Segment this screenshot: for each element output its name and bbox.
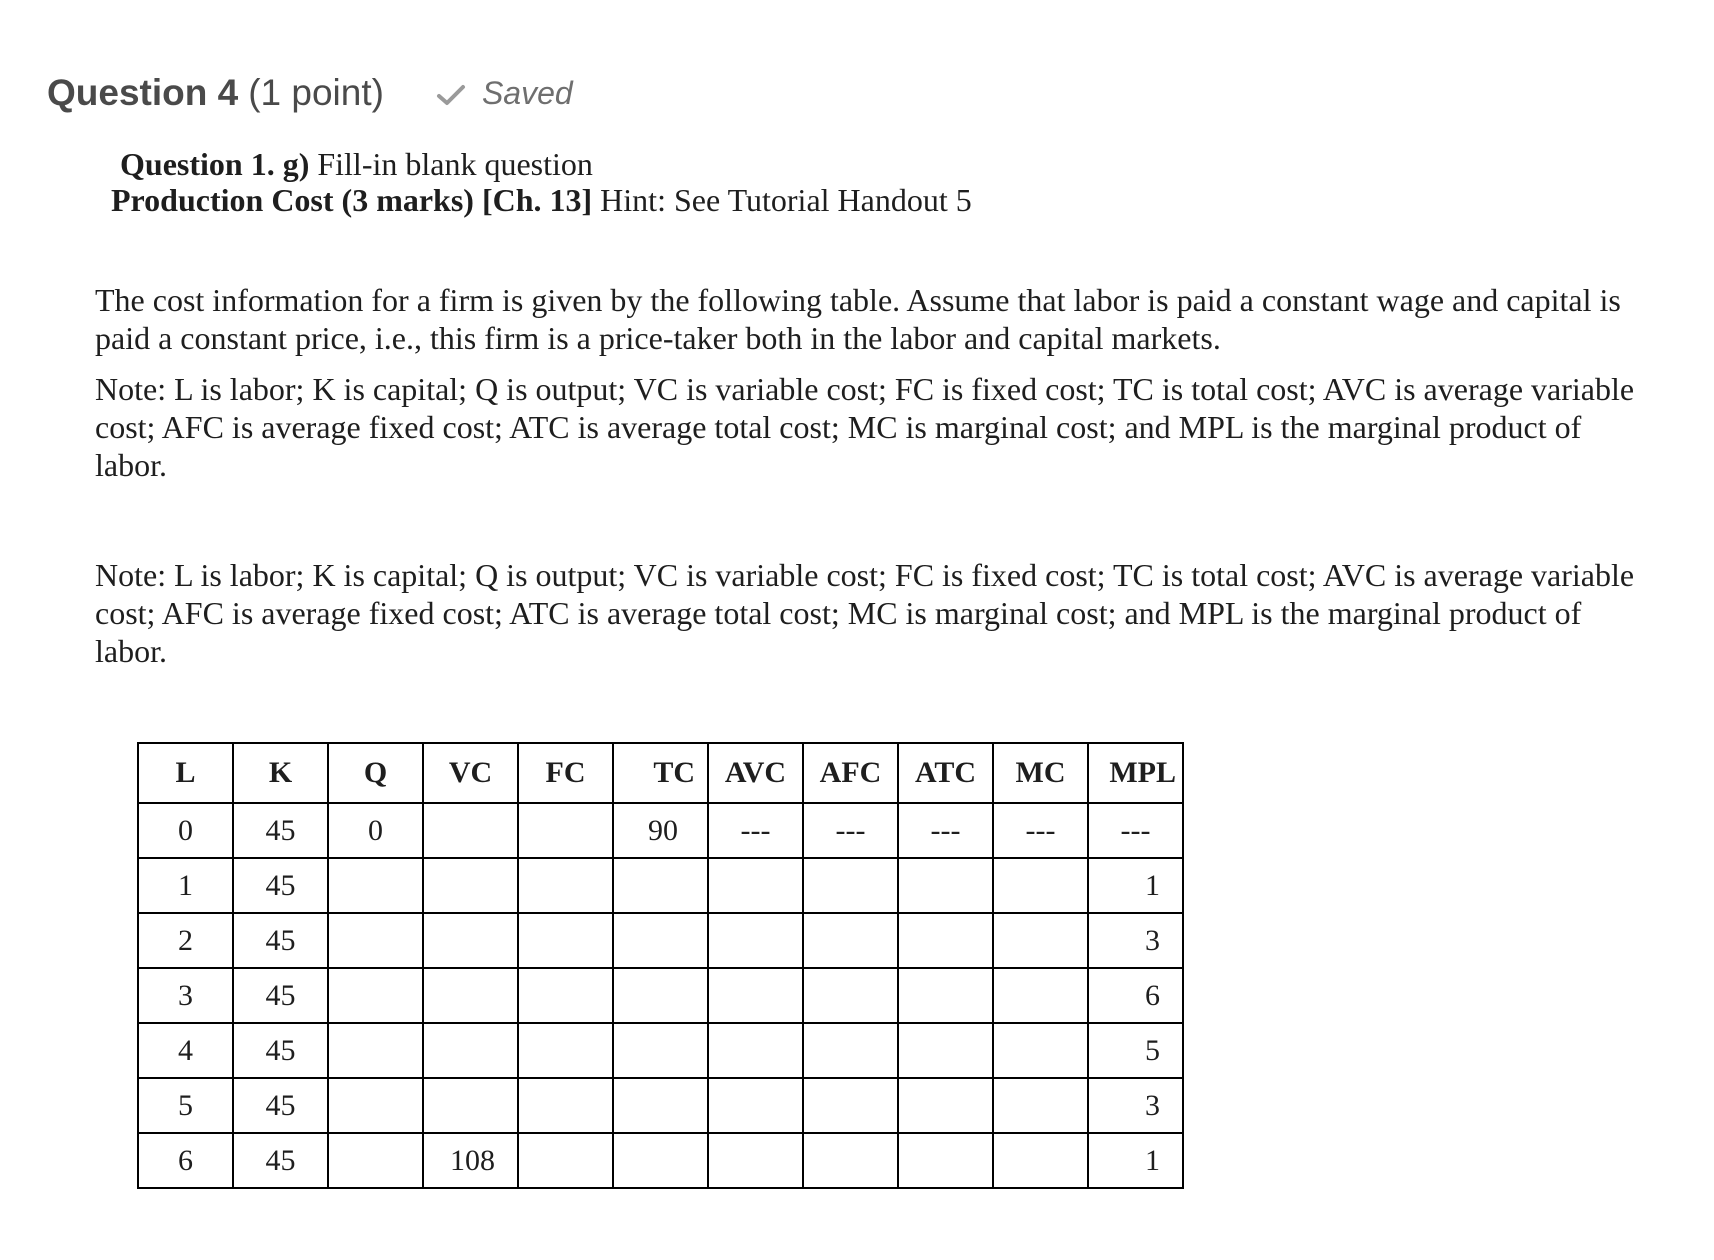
cell-l: 1	[138, 858, 233, 913]
cell-avc[interactable]	[708, 1023, 803, 1078]
question-number-label: Question 1. g)	[120, 146, 310, 182]
cell-afc[interactable]	[803, 1023, 898, 1078]
cell-k: 45	[233, 913, 328, 968]
question-topic	[111, 181, 972, 219]
header-afc: AFC	[803, 743, 898, 803]
cell-mpl: 3	[1088, 913, 1183, 968]
saved-label: Saved	[481, 74, 573, 111]
table-row	[138, 1023, 1183, 1078]
cell-fc[interactable]	[518, 1078, 613, 1133]
cell-vc[interactable]	[423, 803, 518, 858]
header-mc: MC	[993, 743, 1088, 803]
cell-vc: 108	[423, 1133, 518, 1188]
question-hint-label: Hint: See Tutorial Handout 5	[592, 182, 972, 218]
cell-mpl: ---	[1088, 803, 1183, 858]
saved-status	[436, 75, 573, 112]
cell-tc[interactable]	[613, 1078, 708, 1133]
cell-k: 45	[233, 1133, 328, 1188]
cell-tc[interactable]	[613, 1023, 708, 1078]
header-fc: FC	[518, 743, 613, 803]
cell-avc[interactable]	[708, 913, 803, 968]
table-row	[138, 858, 1183, 913]
cell-l: 2	[138, 913, 233, 968]
cell-fc[interactable]	[518, 968, 613, 1023]
cell-avc[interactable]	[708, 858, 803, 913]
question-type-label: Fill-in blank question	[309, 146, 593, 182]
cell-mpl: 3	[1088, 1078, 1183, 1133]
cell-mpl: 6	[1088, 968, 1183, 1023]
cell-atc[interactable]	[898, 1133, 993, 1188]
cost-table	[137, 742, 1184, 1189]
cell-atc: ---	[898, 803, 993, 858]
header-atc: ATC	[898, 743, 993, 803]
cell-l: 0	[138, 803, 233, 858]
cell-vc[interactable]	[423, 1023, 518, 1078]
cell-q[interactable]	[328, 968, 423, 1023]
cell-vc[interactable]	[423, 913, 518, 968]
cell-q[interactable]	[328, 913, 423, 968]
header-avc: AVC	[708, 743, 803, 803]
cell-l: 6	[138, 1133, 233, 1188]
question-subtitle	[120, 145, 593, 183]
cell-mc[interactable]	[993, 1133, 1088, 1188]
cell-mc[interactable]	[993, 913, 1088, 968]
cell-q[interactable]	[328, 1133, 423, 1188]
cell-q[interactable]	[328, 858, 423, 913]
question-header	[47, 72, 573, 114]
cell-avc: ---	[708, 803, 803, 858]
cell-fc[interactable]	[518, 1023, 613, 1078]
cell-avc[interactable]	[708, 1133, 803, 1188]
cell-mc: ---	[993, 803, 1088, 858]
header-k: K	[233, 743, 328, 803]
cell-afc[interactable]	[803, 1133, 898, 1188]
question-points: (1 point)	[248, 72, 384, 113]
cell-atc[interactable]	[898, 1078, 993, 1133]
question-topic-label: Production Cost (3 marks) [Ch. 13]	[111, 182, 593, 218]
cell-vc[interactable]	[423, 1078, 518, 1133]
cell-mc[interactable]	[993, 858, 1088, 913]
table-header-row	[138, 743, 1183, 803]
table-row	[138, 968, 1183, 1023]
cell-vc[interactable]	[423, 968, 518, 1023]
note-paragraph-1: Note: L is labor; K is capital; Q is output; VC is variable cost; FC is fixed cost; TC is total cost; AVC is average variable cost; AFC is average fixed cost; ATC is average total cost; MC is marginal cost; and MPL is the marginal product of labor.	[95, 371, 1635, 483]
cell-mc[interactable]	[993, 1078, 1088, 1133]
cell-fc[interactable]	[518, 803, 613, 858]
cell-fc[interactable]	[518, 858, 613, 913]
header-l: L	[138, 743, 233, 803]
cell-q[interactable]	[328, 1023, 423, 1078]
checkmark-icon	[436, 83, 466, 107]
cell-tc: 90	[613, 803, 708, 858]
cell-fc[interactable]	[518, 913, 613, 968]
cell-k: 45	[233, 858, 328, 913]
cell-mpl: 1	[1088, 858, 1183, 913]
cell-atc[interactable]	[898, 913, 993, 968]
cell-afc[interactable]	[803, 968, 898, 1023]
cell-mc[interactable]	[993, 1023, 1088, 1078]
cell-vc[interactable]	[423, 858, 518, 913]
cell-tc[interactable]	[613, 913, 708, 968]
cell-afc[interactable]	[803, 1078, 898, 1133]
cell-q: 0	[328, 803, 423, 858]
cell-q[interactable]	[328, 1078, 423, 1133]
cell-l: 4	[138, 1023, 233, 1078]
cell-afc[interactable]	[803, 913, 898, 968]
cell-k: 45	[233, 968, 328, 1023]
cell-mc[interactable]	[993, 968, 1088, 1023]
table-row	[138, 803, 1183, 858]
table-row	[138, 1133, 1183, 1188]
header-tc: TC	[613, 743, 708, 803]
cell-fc[interactable]	[518, 1133, 613, 1188]
table-row	[138, 1078, 1183, 1133]
cell-k: 45	[233, 1023, 328, 1078]
cell-mpl: 5	[1088, 1023, 1183, 1078]
cell-l: 5	[138, 1078, 233, 1133]
table-row	[138, 913, 1183, 968]
cell-atc[interactable]	[898, 858, 993, 913]
cell-tc[interactable]	[613, 858, 708, 913]
header-mpl: MPL	[1088, 743, 1183, 803]
cell-afc[interactable]	[803, 858, 898, 913]
cell-atc[interactable]	[898, 968, 993, 1023]
note-paragraph-2: Note: L is labor; K is capital; Q is output; VC is variable cost; FC is fixed cost; TC is total cost; AVC is average variable cost; AFC is average fixed cost; ATC is average total cost; MC is marginal cost; and MPL is the marginal product of labor.	[95, 557, 1635, 669]
header-vc: VC	[423, 743, 518, 803]
cell-avc[interactable]	[708, 968, 803, 1023]
cell-k: 45	[233, 1078, 328, 1133]
cell-tc[interactable]	[613, 1133, 708, 1188]
cell-tc[interactable]	[613, 968, 708, 1023]
intro-paragraph: The cost information for a firm is given by the following table. Assume that labor is paid a constant wage and capital is paid a constant price, i.e., this firm is a price-taker both in the labor and capital markets.	[95, 282, 1621, 356]
cell-l: 3	[138, 968, 233, 1023]
cell-k: 45	[233, 803, 328, 858]
cell-avc[interactable]	[708, 1078, 803, 1133]
header-q: Q	[328, 743, 423, 803]
question-title: Question 4	[47, 72, 239, 113]
cell-mpl: 1	[1088, 1133, 1183, 1188]
cell-afc: ---	[803, 803, 898, 858]
cell-atc[interactable]	[898, 1023, 993, 1078]
